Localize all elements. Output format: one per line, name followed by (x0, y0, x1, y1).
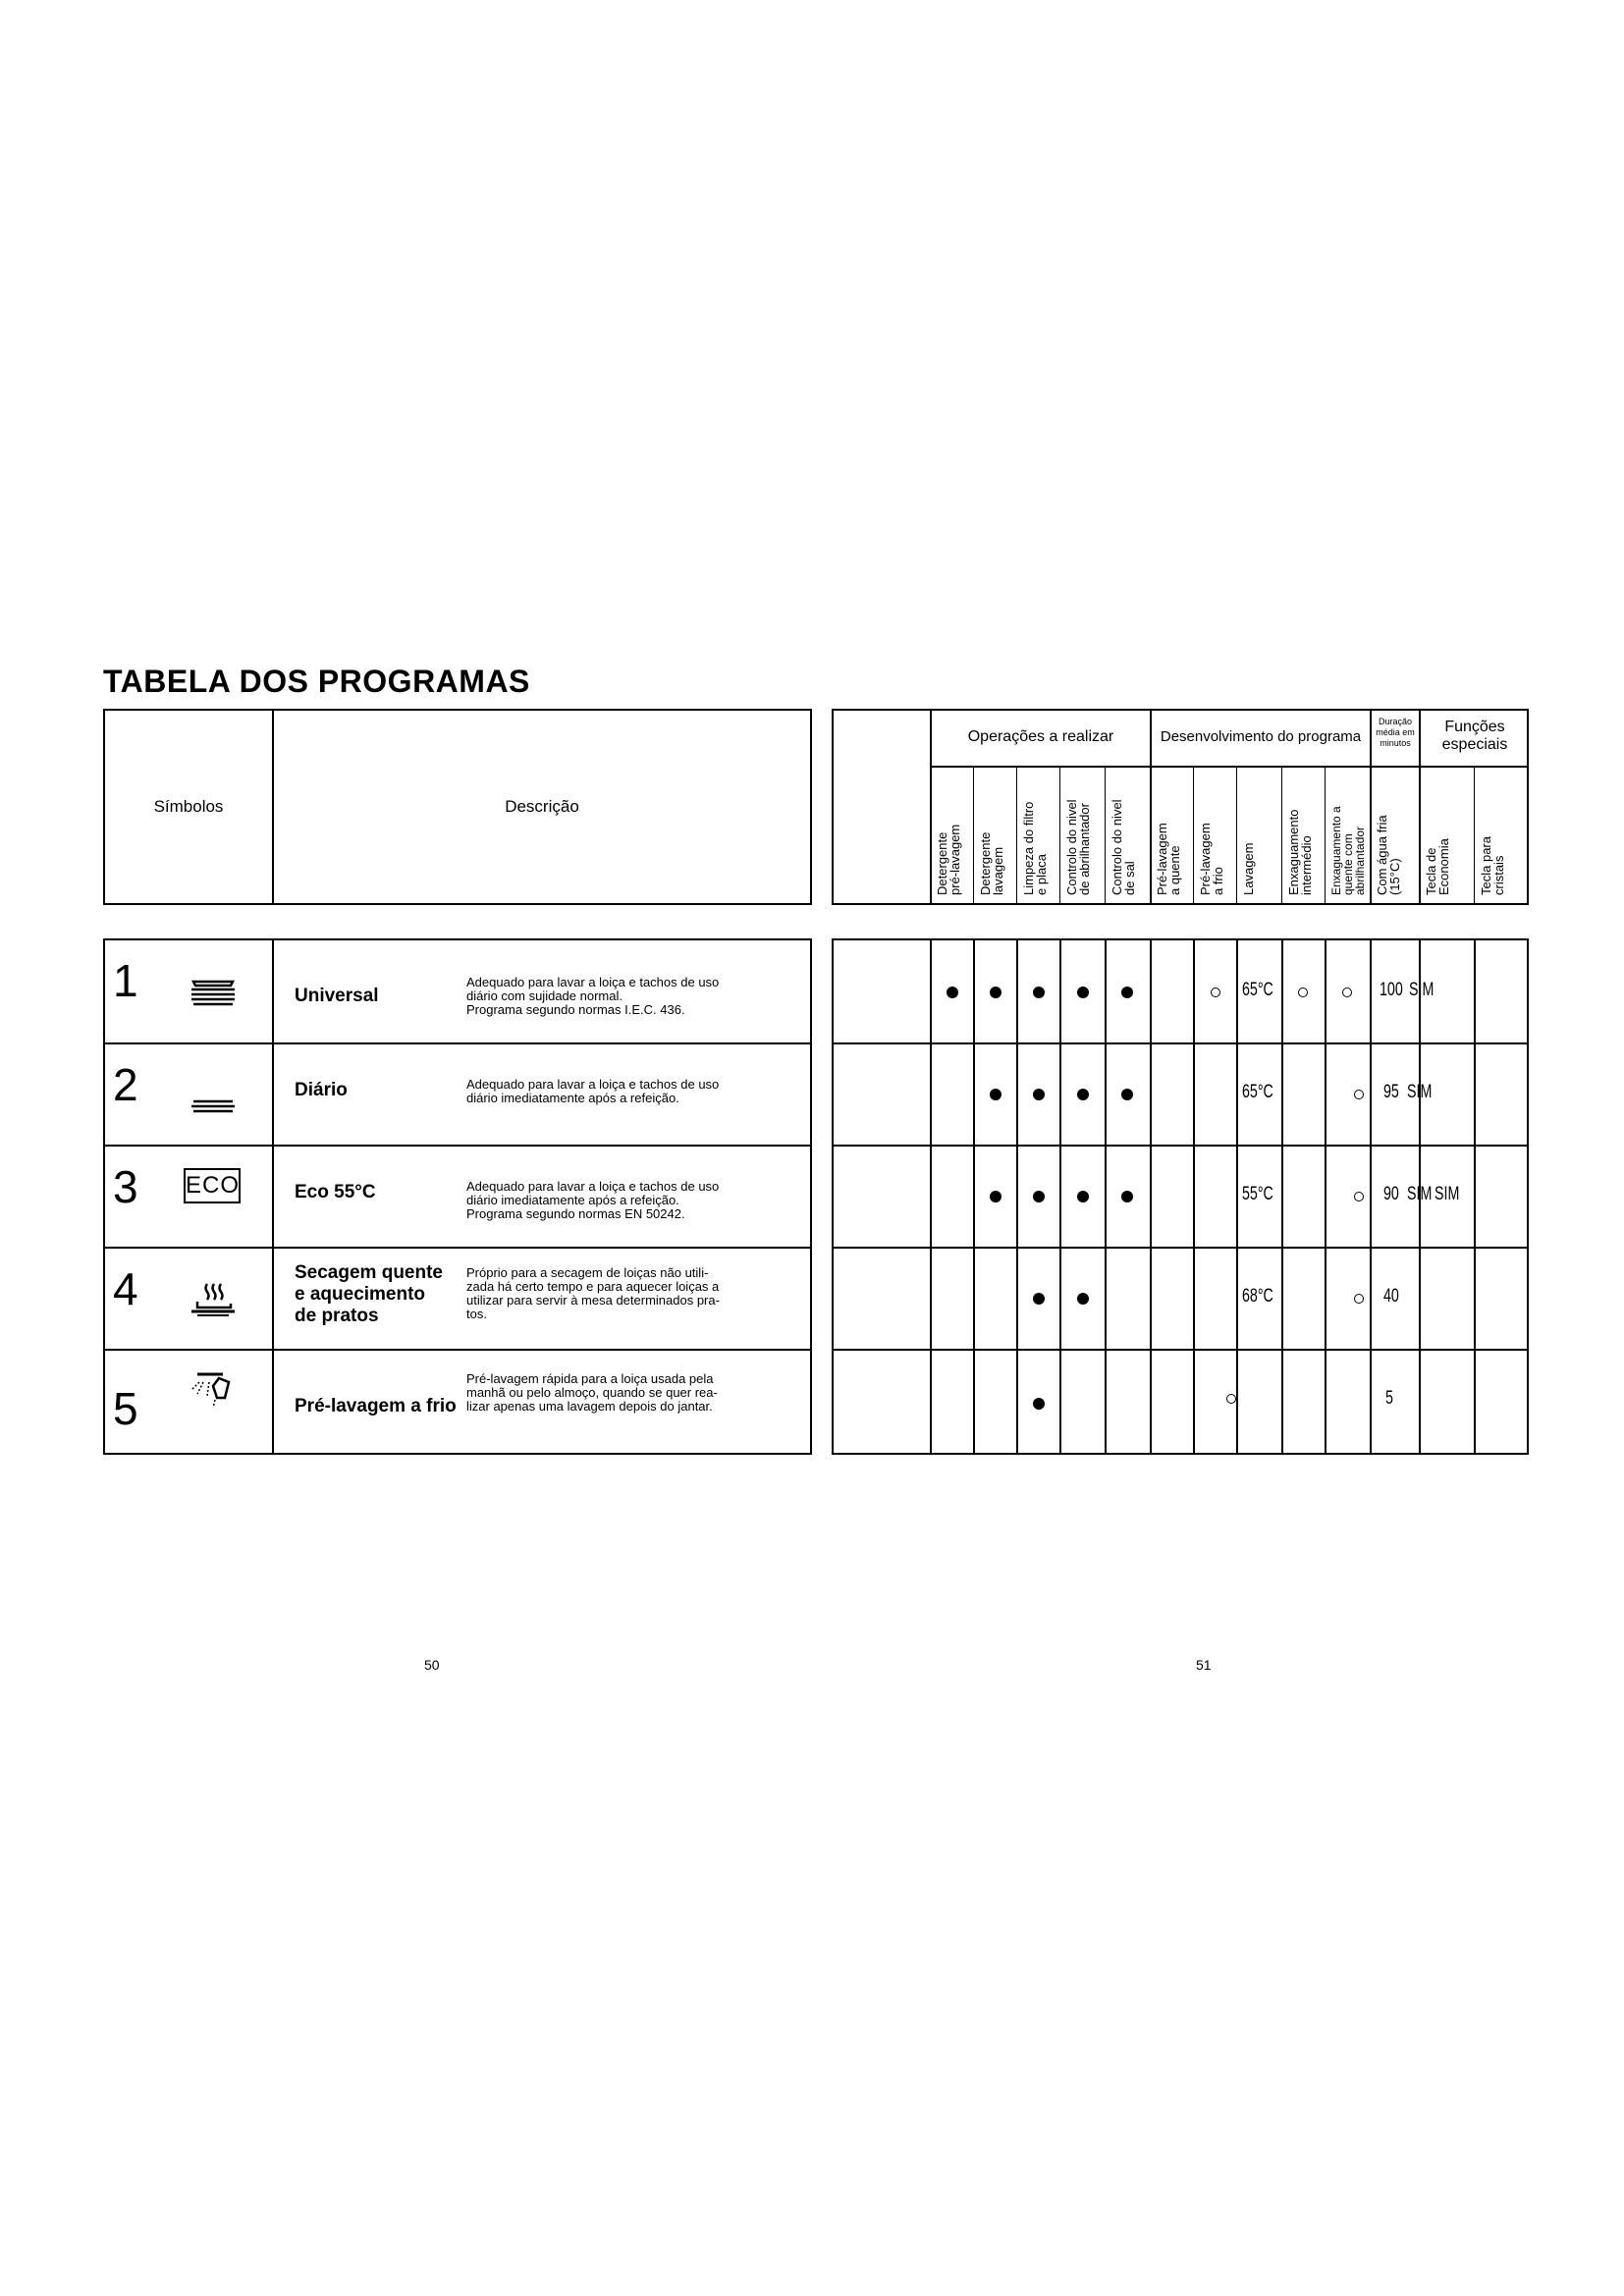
spray-icon (184, 1368, 243, 1412)
mark-filled (1033, 1398, 1045, 1410)
col-header-enxaguamento-quente: Enxaguamento a quente com abrilhantador (1329, 806, 1367, 895)
mark-filled (1033, 1293, 1045, 1305)
lavagem-temp: 65°C (1242, 980, 1273, 1000)
col-header-limpeza-filtro: Limpeza do filtro e placa (1021, 801, 1049, 895)
mark-open (1354, 1294, 1364, 1304)
col-header-prelavagem-frio: Pré-lavagem a frio (1198, 823, 1225, 895)
col-header-enxaguamento-intermedio: Enxaguamento intermédio (1286, 809, 1314, 895)
lavagem-temp: 55°C (1242, 1184, 1273, 1204)
left-table-body (103, 938, 812, 1455)
mark-open (1298, 988, 1308, 997)
group-duracao: Duração média em minutos (1376, 717, 1415, 748)
page-number-right: 51 (1196, 1657, 1212, 1673)
program-description: Adequado para lavar a loiça e tachos de uso diário imediatamente após a refeição. (466, 1077, 720, 1105)
program-number: 4 (113, 1263, 138, 1314)
col-header-tecla-cristais: Tecla para cristais (1479, 836, 1506, 895)
col-header-detergente-prelavagem: Detergente pré-lavagem (935, 824, 962, 895)
duracao-value: 40 (1383, 1286, 1399, 1307)
duracao-value: 100 (1380, 980, 1403, 1000)
header-descricao: Descrição (505, 797, 579, 816)
duracao-value: 5 (1385, 1388, 1393, 1409)
program-number: 2 (113, 1059, 138, 1110)
plates-icon (184, 1074, 243, 1117)
heated-plate-icon (184, 1278, 243, 1321)
mark-open (1211, 988, 1220, 997)
lavagem-temp: 65°C (1242, 1082, 1273, 1102)
mark-open (1342, 988, 1352, 997)
plates-stack-icon (184, 970, 243, 1013)
col-header-agua-fria: Com água fria (15°C) (1375, 815, 1402, 895)
mark-open (1354, 1090, 1364, 1099)
mark-filled (947, 987, 958, 998)
program-description: Adequado para lavar a loiça e tachos de uso diário com sujidade normal. Programa segundo normas I.E.C. 436. (466, 975, 720, 1017)
program-description: Pré-lavagem rápida para a loiça usada pela manhã ou pelo almoço, quando se quer rea- lizar apenas uma lavagem depois do jantar. (466, 1371, 718, 1414)
lavagem-temp: 68°C (1242, 1286, 1273, 1307)
page-title: TABELA DOS PROGRAMAS (103, 664, 530, 699)
mark-filled (1077, 1293, 1089, 1305)
mark-open (1226, 1394, 1236, 1404)
economia-value: SIM (1409, 980, 1435, 1000)
mark-filled (1121, 1191, 1133, 1202)
col-header-controlo-sal: Controlo do nivel de sal (1110, 799, 1137, 895)
mark-filled (1121, 1089, 1133, 1100)
program-name: Eco 55°C (295, 1182, 376, 1202)
right-table-body (832, 938, 1529, 1455)
mark-filled (1033, 987, 1045, 998)
program-name: Pré-lavagem a frio (295, 1396, 457, 1416)
mark-filled (1033, 1191, 1045, 1202)
col-header-prelavagem-quente: Pré-lavagem a quente (1155, 823, 1182, 895)
program-row-4 (105, 1247, 810, 1349)
mark-filled (990, 987, 1001, 998)
program-description: Adequado para lavar a loiça e tachos de uso diário imediatamente após a refeição. Programa segundo normas EN 50242. (466, 1179, 720, 1221)
program-name: Universal (295, 986, 379, 1006)
eco-icon: ECO (184, 1168, 241, 1203)
col-header-lavagem: Lavagem (1241, 842, 1256, 895)
group-desenvolvimento: Desenvolvimento do programa (1160, 728, 1362, 745)
mark-filled (990, 1191, 1001, 1202)
cristais-value: SIM (1435, 1184, 1460, 1204)
mark-filled (1077, 987, 1089, 998)
program-number: 1 (113, 955, 138, 1006)
duracao-value: 95 (1383, 1082, 1399, 1102)
duracao-value: 90 (1383, 1184, 1399, 1204)
program-row-5 (105, 1349, 810, 1455)
mark-filled (1077, 1089, 1089, 1100)
col-header-detergente-lavagem: Detergente lavagem (978, 831, 1005, 895)
col-header-controlo-abrilhantador: Controlo do nivel de abrilhantador (1064, 799, 1092, 895)
program-row-1 (105, 940, 810, 1042)
mark-filled (1033, 1089, 1045, 1100)
program-description: Próprio para a secagem de loiças não utili- zada há certo tempo e para aquecer loiças a utilizar para servir à mesa determinados pra- tos. (466, 1265, 720, 1321)
mark-filled (1121, 987, 1133, 998)
program-number: 5 (113, 1383, 138, 1434)
col-header-tecla-economia: Tecla de Economia (1424, 838, 1451, 895)
page-number-left: 50 (424, 1657, 440, 1673)
mark-open (1354, 1192, 1364, 1201)
economia-value: SIM (1407, 1082, 1433, 1102)
group-operacoes: Operações a realizar (967, 728, 1114, 745)
mark-filled (990, 1089, 1001, 1100)
left-table-header (103, 709, 812, 905)
program-row-2 (105, 1042, 810, 1145)
program-row-3 (105, 1145, 810, 1247)
program-number: 3 (113, 1161, 138, 1212)
group-funcoes: Funções especiais (1441, 719, 1508, 753)
program-name: Diário (295, 1080, 348, 1100)
program-name: Secagem quente e aquecimento de pratos (295, 1262, 443, 1326)
mark-filled (1077, 1191, 1089, 1202)
economia-value: SIM (1407, 1184, 1433, 1204)
header-simbolos: Símbolos (153, 797, 224, 816)
right-table-header (832, 709, 1529, 905)
